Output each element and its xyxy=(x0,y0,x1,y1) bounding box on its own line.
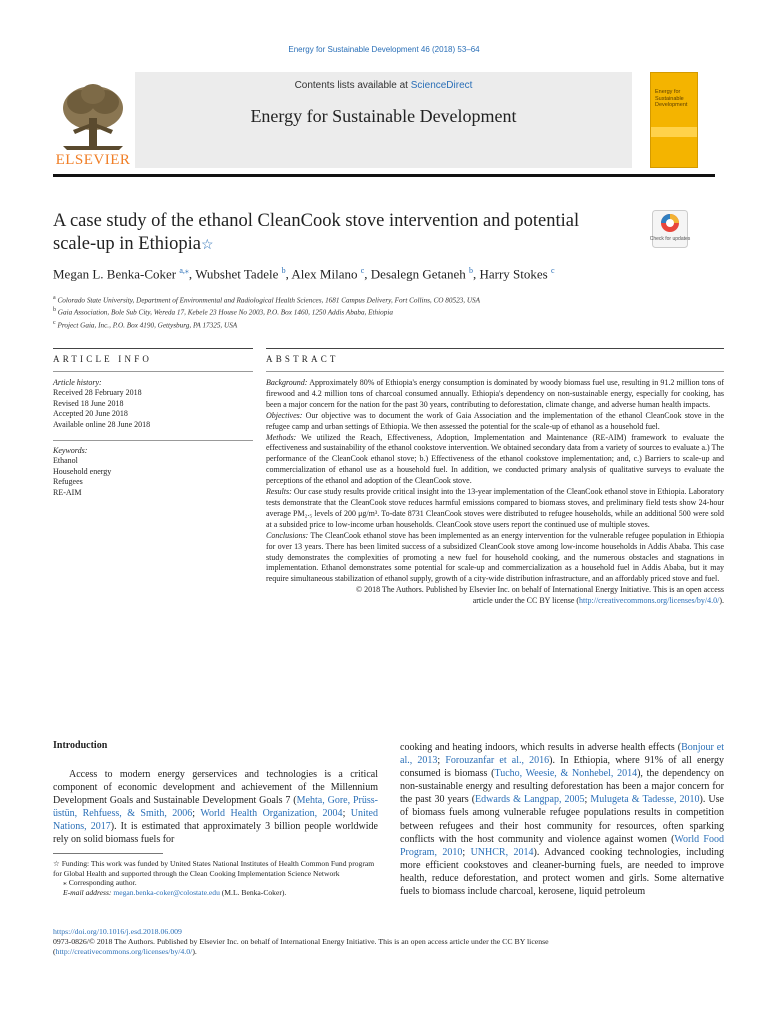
footnotes xyxy=(53,859,382,897)
check-for-updates-label[interactable]: Check for updates xyxy=(649,236,691,242)
copyright-close: ). xyxy=(719,596,724,606)
history-item: Available online 28 June 2018 xyxy=(53,419,151,429)
article-info-heading: ARTICLE INFO xyxy=(53,354,153,364)
intro-paragraph-2 xyxy=(400,741,724,898)
article-title xyxy=(53,210,623,257)
intro-text: ). Use of biomass fuels among vulnerable refugee populations results in competition between refugees and their host community for resources, often sparking conflicts with the host community and violence against women ( xyxy=(400,794,724,845)
intro-text: ). It is estimated that approximately 3 billion people worldwide rely on solid biomass fuels for xyxy=(53,821,378,846)
citation-separator: ; xyxy=(342,808,351,820)
keywords-list xyxy=(53,456,253,498)
abstract-methods xyxy=(266,433,724,488)
contents-prefix: Contents lists available at xyxy=(294,80,411,91)
citation-link[interactable]: Tucho, Weesie, & Nonhebel, 2014 xyxy=(494,768,638,780)
article-title-text: A case study of the ethanol CleanCook stove intervention and potential scale-up in Ethiopia xyxy=(53,211,580,254)
author-name[interactable]: Harry Stokes xyxy=(479,266,548,282)
cc-license-link[interactable]: http://creativecommons.org/licenses/by/4.0/ xyxy=(579,596,720,606)
sciencedirect-link[interactable]: ScienceDirect xyxy=(410,80,473,91)
objectives-text: Our objective was to document the work of Gaia Association and the implementation of the ethanol CleanCook stove in the refugee camp and urban settings of Ethiopia. We then assessed the potential for the scale-up of ethanol as a household fuel. xyxy=(266,410,724,431)
contents-line xyxy=(135,80,632,91)
keywords-label: Keywords: xyxy=(53,446,88,455)
citation-link[interactable]: Mulugeta & Tadesse, 2010 xyxy=(590,794,700,806)
intro-text: ), the dependency on non-sustainable energy and resulting deforestation has been a major concern for the past 30 years ( xyxy=(400,768,724,806)
journal-cover-image[interactable] xyxy=(650,72,698,168)
citation-link[interactable]: UNHCR, 2014 xyxy=(470,846,534,858)
citation-separator: ; xyxy=(437,755,446,767)
citation-link[interactable]: World Food Program, 2010 xyxy=(400,833,724,858)
journal-title[interactable]: Energy for Sustainable Development xyxy=(250,106,517,126)
author-affiliation-marker[interactable]: c xyxy=(550,266,555,275)
email-footnote xyxy=(53,888,382,898)
affiliation-list xyxy=(53,293,693,330)
intro-text: cooking and heating indoors, which results in adverse health effects ( xyxy=(400,742,682,753)
citation-link[interactable]: Forouzanfar et al., 2016 xyxy=(445,755,550,767)
intro-text: ). In Ethiopia, where 91% of all energy consumed is biomass ( xyxy=(400,755,724,780)
check-for-updates-icon[interactable] xyxy=(652,210,688,248)
citation-link[interactable]: World Health Organization, 2004 xyxy=(200,808,343,820)
license-line xyxy=(53,947,724,957)
copyright-text: article under the CC BY license ( xyxy=(472,596,580,606)
title-footnote-star-icon[interactable]: ☆ xyxy=(200,238,214,253)
conclusions-text: The CleanCook ethanol stove has been implemented as an energy intervention for the vulnerable refugee population in Ethiopia for over 13 years. There has been limited success of a subsidized CleanCook stove among low-income households in Addis Ababa. This case study demonstrates the complexities of promoting a new fuel for household cooking, and the numerous obstacles and stagnations in implementation. Ethanol demonstrates some potential for scale-up and commercialization as a household fuel in Addis Ababa, but it may require simultaneous stabilization of ethanol supply, growth of a city-wide distribution infrastructure, and an affordably priced stove and fuel. xyxy=(266,530,724,584)
cover-title: Energy for Sustainable Development xyxy=(655,89,688,108)
affiliation-item xyxy=(53,305,693,317)
background-label: Background: xyxy=(266,378,308,387)
objectives-label: Objectives: xyxy=(266,410,303,420)
copyright-line-2 xyxy=(266,596,724,607)
email-link[interactable]: megan.benka-coker@colostate.edu xyxy=(113,887,220,897)
citation-separator: ; xyxy=(462,846,471,858)
header-rule xyxy=(53,174,715,177)
email-label: E-mail address: xyxy=(63,887,112,897)
citation-link[interactable]: Bonjour et al., 2013 xyxy=(400,742,724,767)
history-label: Article history: xyxy=(53,378,102,387)
author-affiliation-marker[interactable]: b xyxy=(281,266,286,275)
citation-link[interactable]: Edwards & Langpap, 2005 xyxy=(475,794,585,806)
keywords-rule xyxy=(53,440,253,441)
license-close: ). xyxy=(192,947,197,956)
keyword-item: RE-AIM xyxy=(53,487,82,497)
keyword-item: Refugees xyxy=(53,477,83,487)
citation-link[interactable]: Mehta, Gore, Prüss-üstün, Rehfuess, & Smith, 2006 xyxy=(53,795,378,820)
author-name[interactable]: Desalegn Getaneh xyxy=(370,266,466,282)
affiliation-item xyxy=(53,293,693,305)
keyword-item: Household energy xyxy=(53,466,112,476)
history-item: Revised 18 June 2018 xyxy=(53,398,124,408)
doi-link[interactable]: https://doi.org/10.1016/j.esd.2018.06.009 xyxy=(53,927,182,936)
affiliation-text: Project Gaia, Inc., P.O. Box 4190, Gettysburg, PA 17325, USA xyxy=(55,321,238,330)
intro-left-column xyxy=(53,768,378,847)
author-list xyxy=(53,266,693,282)
citation-separator: ; xyxy=(584,794,591,806)
keywords-block xyxy=(53,446,253,498)
author-name[interactable]: Alex Milano xyxy=(291,266,358,282)
license-open: ( xyxy=(53,947,56,956)
abstract-background xyxy=(266,378,724,411)
history-item: Received 28 February 2018 xyxy=(53,388,142,398)
author-separator: , xyxy=(285,266,292,282)
abstract-body xyxy=(266,378,724,607)
author-separator: , xyxy=(472,266,480,282)
author-separator: , xyxy=(364,266,371,282)
citation-link[interactable]: United Nations, 2017 xyxy=(53,808,378,833)
results-text: Our case study results provide critical insight into the 13-year implementation of the CleanCook ethanol stove in Ethiopia. Laboratory tests demonstrate that the CleanCook stove reduces harmful emissions compared to biomass stoves, and preliminary field tests show 24-hour average PM₂.₅ levels of 200 μg/m³. To-date 8731 CleanCook stoves were distributed to refugee households, while an additional 500 were sold at a subsided price to low-income urban households. CleanCook stove users report the continued use of multiple stoves. xyxy=(266,487,724,529)
author-affiliation-marker[interactable]: b xyxy=(468,266,473,275)
abstract-results xyxy=(266,487,724,531)
affiliation-text: Gaia Association, Bole Sub City, Wereda 17, Kebele 23 House No 2003, P.O. Box 1460, 1250 Addis Ababa, Ethiopia xyxy=(56,308,393,317)
copyright-line-1: © 2018 The Authors. Published by Elsevier Inc. on behalf of International Energy Initiative. This is an open access xyxy=(356,585,724,595)
cover-band xyxy=(651,127,697,137)
conclusions-label: Conclusions: xyxy=(266,530,309,540)
history-item: Accepted 20 June 2018 xyxy=(53,409,128,419)
elsevier-wordmark[interactable]: ELSEVIER xyxy=(55,152,131,168)
intro-text: ). Advanced cooking technologies, including more efficient cookstoves and cleaner-burning fuels, are needed to improve health, reduce deforestation, and protect women and girls. Some alternative fuels to biomass include charcoal, kerosene, liquid petroleum xyxy=(400,846,724,898)
page-footer xyxy=(53,927,724,957)
intro-text: Access to modern energy gerservices and technologies is a critical component of economic development and achievement of the Millennium Development Goals and Sustainable Development Goals 7 ( xyxy=(53,769,378,807)
background-text: Approximately 80% of Ethiopia's energy consumption is dominated by woody biomass fuel use, resulting in 91.2 million tons of firewood and 4.2 million tons of charcoal consumed annually. Ethiopia's dependency on non-sustainable energy, especially for cooking, has been a major concern for the nation for the past 30 years, contributing to deforestation, climate change, and adverse human health impacts. xyxy=(266,378,724,409)
email-suffix: (M.L. Benka-Coker). xyxy=(219,887,287,897)
footnote-rule xyxy=(53,853,163,854)
author-affiliation-marker[interactable]: c xyxy=(360,266,365,275)
abstract-objectives xyxy=(266,411,724,433)
affiliation-marker: b xyxy=(53,307,56,314)
affiliation-text: Colorado State University, Department of Environmental and Radiological Health Sciences, 1681 Campus Delivery, Fort Collins, CO 80523, USA xyxy=(55,296,481,305)
results-label: Results: xyxy=(266,487,292,497)
article-info-rule-top xyxy=(53,348,253,349)
affiliation-marker: a xyxy=(53,295,56,301)
citation-separator: ; xyxy=(192,808,201,820)
abstract-rule-top xyxy=(266,348,724,349)
abstract-heading: ABSTRACT xyxy=(266,354,339,364)
history-list xyxy=(53,388,253,430)
footer-license-link[interactable]: http://creativecommons.org/licenses/by/4.0/ xyxy=(55,947,193,956)
author-name[interactable]: Megan L. Benka-Coker xyxy=(53,266,177,282)
funding-footnote: ☆ Funding: This work was funded by United States National Institutes of Health Common Fund program for Global Health and supported through the Clean Cooking Implementation Science Network xyxy=(53,859,375,878)
affiliation-item xyxy=(53,318,693,330)
corresponding-footnote: ⁎ Corresponding author. xyxy=(63,878,137,888)
abstract-conclusions xyxy=(266,531,724,586)
journal-citation[interactable]: Energy for Sustainable Development 46 (2018) 53–64 xyxy=(288,45,480,54)
article-info-rule-mid xyxy=(53,371,253,372)
author-affiliation-marker[interactable]: a,⁎ xyxy=(179,266,189,275)
author-name[interactable]: Wubshet Tadele xyxy=(195,266,279,282)
author-separator: , xyxy=(188,266,196,282)
article-history xyxy=(53,378,253,430)
abstract-rule-mid xyxy=(266,371,724,372)
intro-right-column xyxy=(400,741,724,898)
affiliation-marker: c xyxy=(53,319,56,326)
issn-line: 0973-0826/© 2018 The Authors. Published by Elsevier Inc. on behalf of International Energy Initiative. This is an open access article under the CC BY license xyxy=(53,937,549,946)
introduction-heading: Introduction xyxy=(53,740,108,751)
methods-text: We utilized the Reach, Effectiveness, Adoption, Implementation and Maintenance (RE-AIM) framework to evaluate the effectiveness and sustainability of the ethanol cookstove intervention. We obtained secondary data from a variety of sources to evaluate a.) The performance of the CleanCook ethanol stove; b.) Effectiveness of the ethanol cookstove implementation; and, c.) Barriers to scale-up and commercialization of ethanol use as a household fuel. In addition, we conducted primary analysis of qualitative surveys to evaluate the perceptions of the ethanol and adoption of the CleanCook stove. xyxy=(266,432,724,486)
methods-label: Methods: xyxy=(266,432,297,442)
intro-paragraph-1 xyxy=(53,768,378,847)
keyword-item: Ethanol xyxy=(53,456,78,466)
